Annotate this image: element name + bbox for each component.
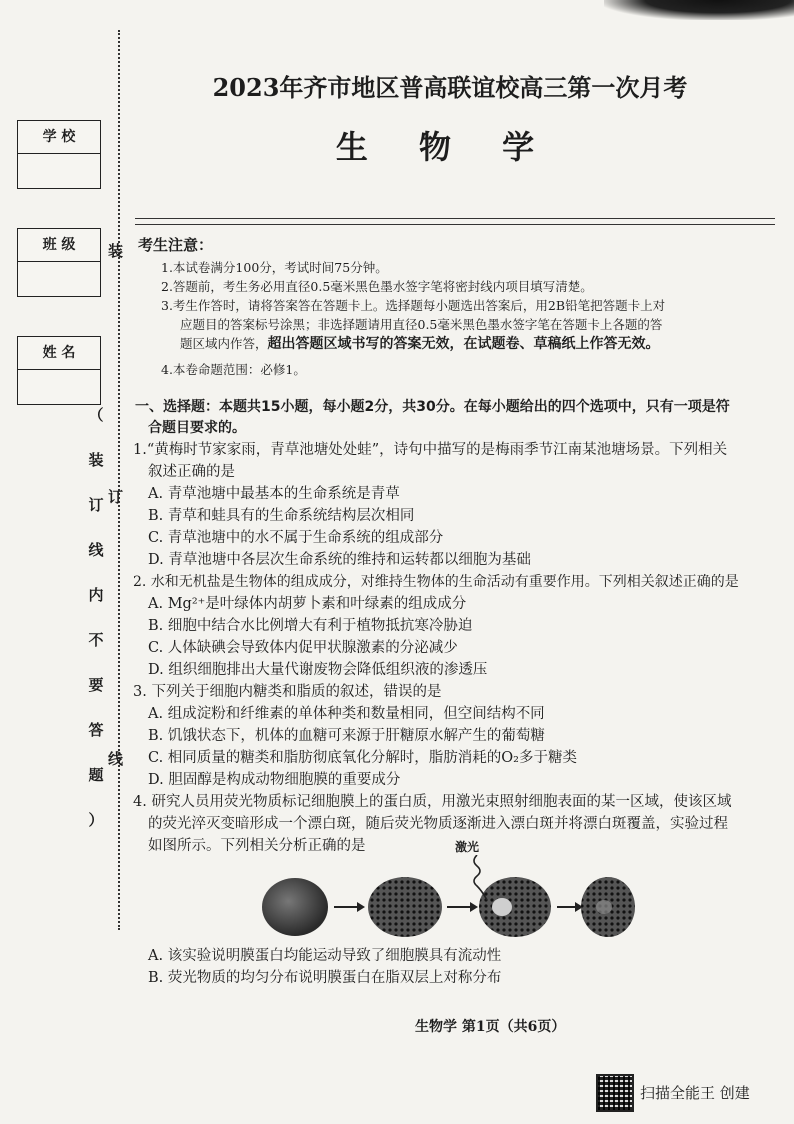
class-label: 班 级 xyxy=(18,229,100,262)
q1-option-a: A. 青草池塘中最基本的生命系统是青草 xyxy=(148,486,400,502)
name-label: 姓 名 xyxy=(18,337,100,370)
school-box xyxy=(17,120,101,189)
q3-option-b: B. 饥饿状态下，机体的血糖可来源于肝糖原水解产生的葡萄糖 xyxy=(148,728,545,744)
cell-labeled xyxy=(368,877,442,937)
warning-char: （ xyxy=(88,406,104,424)
q2-option-a: A. Mg²⁺是叶绿体内胡萝卜素和叶绿素的组成成分 xyxy=(148,596,467,612)
q2-option-d: D. 组织细胞排出大量代谢废物会降低组织液的渗透压 xyxy=(148,662,488,678)
q2-option-b: B. 细胞中结合水比例增大有利于植物抵抗寒冷胁迫 xyxy=(148,618,473,634)
warning-char: 内 xyxy=(88,586,104,604)
binding-mark-xian: 线 xyxy=(108,750,124,768)
section-heading-cont: 合题目要求的。 xyxy=(148,420,246,436)
q1-option-b: B. 青草和蛙具有的生命系统结构层次相同 xyxy=(148,508,415,524)
recovered-spot xyxy=(596,900,612,914)
q3-stem: 3. 下列关于细胞内糖类和脂质的叙述，错误的是 xyxy=(133,684,442,700)
binding-dotted-line xyxy=(118,30,120,930)
notice-item-3a: 3.考生作答时，请将答案答在答题卡上。选择题每小题选出答案后，用2B铅笔把答题卡上对 xyxy=(161,298,666,313)
notice-title: 考生注意： xyxy=(138,236,214,254)
notice-item-2: 2.答题前，考生务必用直径0.5毫米黑色墨水签字笔将密封线内项目填写清楚。 xyxy=(161,279,593,294)
scan-blot xyxy=(604,0,794,20)
scanner-watermark: 扫描全能王 创建 xyxy=(640,1084,750,1102)
laser-label: 激光 xyxy=(455,840,480,854)
warning-char: 要 xyxy=(88,676,104,694)
q1-stem: 1.“黄梅时节家家雨，青草池塘处处蛙”，诗句中描写的是梅雨季节江南某池塘场景。下列相关 xyxy=(133,442,728,458)
school-field[interactable] xyxy=(18,154,100,188)
qr-code-icon xyxy=(596,1074,634,1112)
divider-top xyxy=(135,218,775,219)
warning-char: ） xyxy=(88,811,104,829)
notice-item-3c-bold: 超出答题区域书写的答案无效，在试题卷、草稿纸上作答无效。 xyxy=(267,336,660,352)
notice-item-1: 1.本试卷满分100分，考试时间75分钟。 xyxy=(161,260,388,275)
notice-item-4: 4.本卷命题范围：必修1。 xyxy=(161,362,306,377)
q4-stem-cont-2: 如图所示。下列相关分析正确的是 xyxy=(148,838,366,854)
fluorescence-diagram xyxy=(255,855,635,945)
q1-stem-cont: 叙述正确的是 xyxy=(148,464,235,480)
bleach-spot xyxy=(492,898,512,916)
subject-title: 生 物 学 xyxy=(335,128,555,166)
q3-option-c: C. 相同质量的糖类和脂肪彻底氧化分解时，脂肪消耗的O₂多于糖类 xyxy=(148,750,577,766)
class-field[interactable] xyxy=(18,262,100,296)
notice-item-3c-text: 题区域内作答， xyxy=(180,336,268,351)
q2-option-c: C. 人体缺碘会导致体内促甲状腺激素的分泌减少 xyxy=(148,640,458,656)
q1-option-d: D. 青草池塘中各层次生命系统的维持和运转都以细胞为基础 xyxy=(148,552,531,568)
q3-option-d: D. 胆固醇是构成动物细胞膜的重要成分 xyxy=(148,772,401,788)
binding-mark-zhuang: 装 xyxy=(108,242,124,260)
q4-option-a: A. 该实验说明膜蛋白均能运动导致了细胞膜具有流动性 xyxy=(148,948,502,964)
q3-option-a: A. 组成淀粉和纤维素的单体种类和数量相同，但空间结构不同 xyxy=(148,706,545,722)
name-box xyxy=(17,336,101,405)
arrow-1-head xyxy=(357,902,365,912)
warning-char: 线 xyxy=(88,541,104,559)
no-answer-warning xyxy=(86,408,106,858)
warning-char: 订 xyxy=(88,496,104,514)
cell-unlabeled xyxy=(262,878,328,936)
q1-option-c: C. 青草池塘中的水不属于生命系统的组成部分 xyxy=(148,530,444,546)
notice-item-3c xyxy=(180,334,780,354)
q4-stem: 4. 研究人员用荧光物质标记细胞膜上的蛋白质，用激光束照射细胞表面的某一区域，使该区域 xyxy=(133,794,732,810)
warning-char: 答 xyxy=(88,721,104,739)
binding-mark-ding: 订 xyxy=(108,488,124,506)
divider-bottom xyxy=(135,224,775,225)
warning-char: 题 xyxy=(88,766,104,784)
exam-title: 2023年齐市地区普高联谊校高三第一次月考 xyxy=(212,73,688,102)
school-label: 学 校 xyxy=(18,121,100,154)
page-footer: 生物学 第1页（共6页） xyxy=(415,1019,566,1035)
cell-bleached xyxy=(479,877,551,937)
warning-char: 不 xyxy=(88,631,104,649)
arrow-2-head xyxy=(470,902,478,912)
class-box xyxy=(17,228,101,297)
section-heading: 一、选择题：本题共15小题，每小题2分，共30分。在每小题给出的四个选项中，只有一项是符 xyxy=(135,399,730,415)
q4-stem-cont-1: 的荧光淬灭变暗形成一个漂白斑，随后荧光物质逐渐进入漂白斑并将漂白斑覆盖，实验过程 xyxy=(148,816,728,832)
q4-option-b: B. 荧光物质的均匀分布说明膜蛋白在脂双层上对称分布 xyxy=(148,970,502,986)
warning-char: 装 xyxy=(88,451,104,469)
q2-stem: 2. 水和无机盐是生物体的组成成分，对维持生物体的生命活动有重要作用。下列相关叙述正确的是 xyxy=(133,574,739,590)
notice-item-3b: 应题目的答案标号涂黑；非选择题请用直径0.5毫米黑色墨水签字笔在答题卡上各题的答 xyxy=(180,317,663,332)
name-field[interactable] xyxy=(18,370,100,404)
